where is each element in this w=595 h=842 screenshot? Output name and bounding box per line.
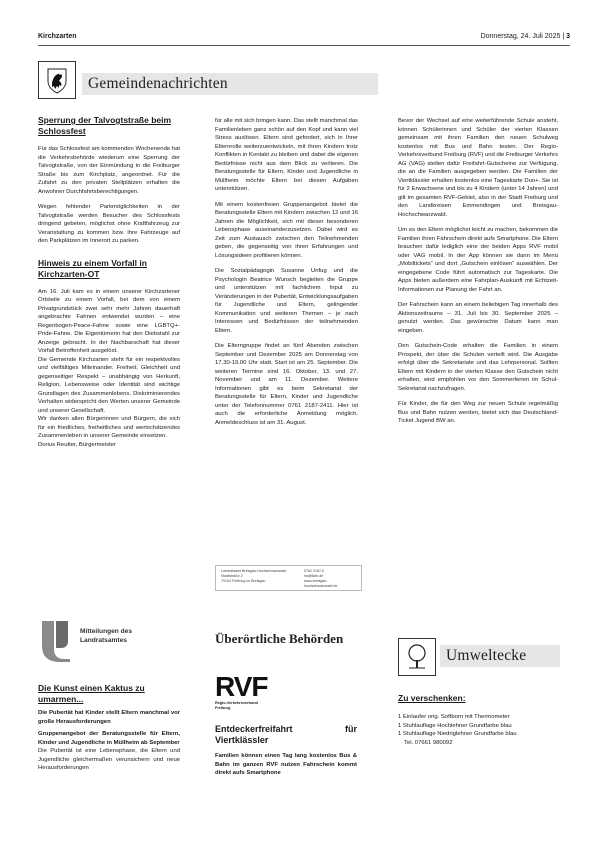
header-section: Kirchzarten bbox=[38, 33, 77, 40]
column-2 bbox=[215, 117, 358, 434]
contact-phone: 0761 2187-0 bbox=[304, 569, 325, 573]
municipal-crest-icon bbox=[38, 61, 76, 99]
header-rule bbox=[38, 45, 570, 46]
article-paragraph: Die Gemeinde Kirchzarten steht für ein respektvolles und vielfältiges Miteinander. Freiheit, Gleichheit und gegenseitiger Respekt – unabhängig von Herkunft, Religion, Lebensweise oder Identität sind wichtige Grundlagen des Zusammenlebens. Diskriminierendes Verhalten widerspricht den Werten unserer Gemeinde und unserer Gesellschaft. bbox=[38, 356, 180, 414]
rvf-logo-subtext: Regio-Verkehrsverbund Freiburg bbox=[215, 701, 258, 710]
article-paragraph: Der Fahrschein kann an einem beliebigen Tag innerhalb des Aktionszeitraums – 31. Juli bis 30. September 2025 – genutzt werden. Das gewünschte Datum kann man eingeben. bbox=[398, 302, 558, 334]
signature: Dorius Reutter, Bürgermeister bbox=[38, 441, 116, 448]
contact-line: Landratsamt Breisgau-Hochschwarzwald bbox=[221, 569, 287, 573]
article-paragraph: Wir danken allen Bürgerinnen und Bürgern, die sich für ein friedliches, freiheitliches und wertschätzendes Zusammenleben in unserer Gemeinde einsetzen. bbox=[38, 416, 180, 439]
header-date: Donnerstag, 24. Juli 2025 bbox=[480, 33, 561, 40]
contact-address bbox=[221, 569, 301, 584]
list-item: 1 Stuhlauflage Hochlehner Grundfarbe blau bbox=[398, 722, 512, 729]
article-heading: Sperrung der Talvogtstraße beim Schlossfest bbox=[38, 115, 172, 136]
contact-line: 79104 Freiburg im Breisgau bbox=[221, 579, 266, 583]
article-heading: Zu verschenken: bbox=[398, 693, 466, 703]
gemeinde-band bbox=[82, 73, 378, 95]
rvf-article bbox=[215, 724, 357, 785]
contact-channels bbox=[304, 569, 359, 589]
umwelt-section-header bbox=[398, 637, 560, 675]
list-item: 1 Stuhlauflage Niedriglehner Grundfarbe blau bbox=[398, 731, 517, 737]
contact-box bbox=[215, 565, 362, 591]
rvf-logo bbox=[215, 673, 295, 713]
article-subheading: Gruppenangebot der Beratungsstelle für Eltern, Kinder und Jugendliche in Müllheim ab September bbox=[38, 731, 180, 746]
behoerden-title: Überörtliche Behörden bbox=[215, 631, 344, 646]
list-item: 1 Einlaufer orig. Softborn mit Thermometer bbox=[398, 714, 510, 720]
landratsamt-logo-text: Mitteilungen des Landratsamtes bbox=[80, 628, 133, 644]
article-paragraph: Die Pubertät ist eine Lebensphase, die Eltern und Jugendliche gleichermaßen verunsichern und neue Herausforderungen bbox=[38, 748, 180, 771]
landratsamt-article bbox=[38, 683, 180, 780]
contact-email: lra@lkbh.de bbox=[304, 574, 324, 578]
contact-web: www.breisgau-hochschwarzwald.de bbox=[304, 579, 338, 588]
article-paragraph: Mit einem kostenfreien Gruppenangebot bietet die Beratungsstelle Eltern mit Kindern zwischen 12 und 16 Jahren die Möglichkeit, sich mit dieser besonderen Lebensphase auseinanderzusetzen. Dabei wird es Zeit zum Austausch zwischen den Teilnehmenden geben, die gegenseitig von ihren Erfahrungen und Lösungsideen profitieren können. bbox=[215, 201, 358, 259]
column-1 bbox=[38, 115, 180, 456]
article-paragraph: Für Kinder, die für den Weg zur neuen Schule regelmäßig Bus und Bahn nutzen werden, bietet sich das Deutschland-Ticket Jugend BW an. bbox=[398, 401, 558, 424]
umwelt-title: Umweltecke bbox=[446, 647, 527, 664]
landratsamt-logo-icon bbox=[38, 617, 74, 663]
umwelt-article bbox=[398, 693, 560, 747]
tree-icon bbox=[398, 638, 436, 676]
article-heading: Entdeckerfreifahrt für Viertklässler bbox=[215, 724, 357, 745]
article-paragraph: Familien können einen Tag lang kostenlos Bus & Bahn im ganzen RVF nutzen Fahrschein kommt direkt aufs Smartphone bbox=[215, 753, 357, 776]
gemeinde-section-header bbox=[38, 61, 378, 97]
article-paragraph: Um es den Eltern möglichst leicht zu machen, bekommen die Familien ihren Fahrschein direkt aufs Smartphone. Die Eltern brauchen dafür lediglich eine der beiden Apps RVF mobil oder VAG mobil. In der App können sie dann im Menü „Mobiltickets“ und dort „Gutschein einlösen“ auswählen. Der eingegebene Code führt automatisch zur Tageskarte. Die Apps bieten außerdem eine Fahrplan-Auskunft mit Echtzeit-Informationen zur Planung der Fahrt an. bbox=[398, 227, 558, 293]
header-separator: | bbox=[562, 33, 565, 40]
article-paragraph: Die Sozialpädagogin Susanne Unfug und die Psychologin Beatrice Wunsch begleiten die Gruppe und unterstützen mit fachlichem Input zu Veränderungen in der Pubertät, Entwicklungsaufgaben für Jugendliche und Eltern, gelingender Kommunikation und weiteren Themen – je nach Interessen und Bedürfnissen der teilnehmenden Eltern. bbox=[215, 268, 358, 334]
article-paragraph: Bevor der Wechsel auf eine weiterführende Schule ansteht, können Schülerinnen und Schüler der vierten Klassen gemeinsam mit ihren Familien den neuen Schulweg kostenlos mit Bus und Bahn testen. Der Regio-Verkehrsverbund Freiburg (RVF) und die Freiburger Verkehrs AG (VAG) stellen dafür Freifahrt-Gutscheine zur Verfügung, die an die Familien ausgegeben werden. Die Familien der Viertklässler erhalten kostenlos eine Tageskarte Duo+. Sie ist für 2 Erwachsene und bis zu 4 Kindern (unter 14 Jahren) und gilt im gesamten RVF-Gebiet, also in der Stadt Freiburg und den Landkreisen Emmendingen und Breisgau-Hochschwarzwald. bbox=[398, 118, 558, 218]
umwelt-band bbox=[440, 645, 560, 667]
article-paragraph: Den Gutschein-Code erhalten die Familien in einem Prospekt, der über die Schulen verteilt wird. Die Ausgabe erfolgt über die Sekretariate und das Lehrpersonal. Sollten Eltern mit Kindern in der vierten Klasse den Gutschein nicht erhalten, wird empfohlen vor den Sommerferien im Schul-Sekretariat nachzufragen. bbox=[398, 343, 558, 392]
contact-line: Stadtstraße 2 bbox=[221, 574, 243, 578]
header-date-page bbox=[481, 33, 570, 40]
gemeinde-title: Gemeindenachrichten bbox=[88, 75, 228, 92]
landratsamt-logo bbox=[38, 617, 158, 663]
contact-phone: Tel. 07661 980092 bbox=[404, 739, 453, 746]
article-paragraph: Am 16. Juli kam es in einem unserer Kirchzartener Ortsteile zu einem Vorfall, bei dem von einem Privatgrundstück zwei sehr mehr Jahren dauerhaft angebrachte Fahnen entwendet wurden – eine Regenbogen-Peace-Fahne sowie eine LGBTQ+-Pride-Fahne. Die Eigentümerin hat den Diebstahl zur Anzeige gebracht. In der Nachbarschaft hat dieser Vorfall Betroffenheit ausgelöst. bbox=[38, 288, 180, 354]
article-paragraph: für alle mit sich bringen kann. Das stellt manchmal das Familienleben ganz schön auf den Kopf und kann viel Stress auslösen. Eltern sind gefordert, sich in Ihrer Elternrolle weiterzuentwickeln, mit ihren Kindern trotz Konflikten in Kontakt zu bleiben und dabei die eigenen Bedürfnisse nicht aus dem Blick zu verlieren. Die Beratungsstelle für Eltern, Kinder und Jugendliche in Müllheim möchte Eltern bei diesen Aufgaben unterstützen. bbox=[215, 118, 358, 192]
article-heading: Die Kunst einen Kaktus zu umarmen... bbox=[38, 683, 145, 704]
article-paragraph: Wegen fehlender Parkmöglichkeiten in der Talvogtstraße werden Besucher des Schlossfests dringend gebeten, möglichst ohne Kraftfahrzeug zur Veranstaltung zu kommen bzw. ihre Fahrzeuge auf den Parkplätzen im Innerort zu parken. bbox=[38, 204, 180, 244]
page-number: 3 bbox=[566, 33, 570, 40]
rvf-logo-text: RVF bbox=[215, 671, 268, 702]
article-subheading: Die Pubertät hat Kinder stellt Eltern manchmal vor große Herausforderungen bbox=[38, 710, 180, 725]
article-paragraph: Für das Schlossfest am kommenden Wochenende hat die Verkehrsbehörde wiederum eine Sperrung der Talvogtstraße, von der Einmündung in die Freiburger Straße bis zum Kirchplatz, angeordnet. Für die Zufahrt zu den privaten Stellplätzen erhalten die Anwohner Durchfahrtsberechtigungen. bbox=[38, 146, 180, 195]
article-paragraph: Die Elterngruppe findet an fünf Abenden zwischen September und Dezember 2025 am Donnerstag von 17.30-19.00 Uhr statt. Start ist am 25. September. Die weiteren Termine sind 16. Oktober, 13. und 27. November und am 11. Dezember. Weitere Informationen gibt es beim Sekretariat der Beratungsstelle für Eltern, Kinder und Jugendliche unter der Telefonnummer 0761 2187-2411. Hier ist auch die erforderliche Anmeldung möglich. Anmeldeschluss ist am 31. August. bbox=[215, 343, 358, 426]
column-3 bbox=[398, 117, 558, 433]
article-heading: Hinweis zu einem Vorfall in Kirchzarten-OT bbox=[38, 257, 147, 279]
